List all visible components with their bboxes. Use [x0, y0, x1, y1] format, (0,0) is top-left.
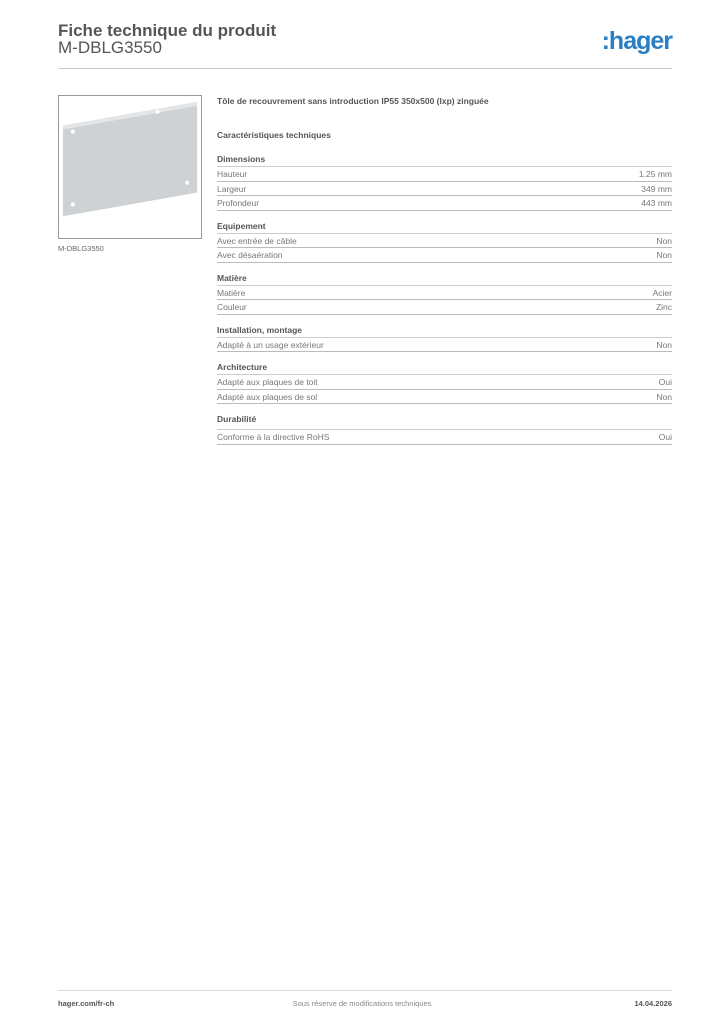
spec-row — [217, 390, 672, 405]
spec-label: Adapté à un usage extérieur — [217, 339, 324, 350]
spec-value: Zinc — [655, 302, 672, 312]
footer-disclaimer: Sous réserve de modifications techniques — [292, 999, 432, 1008]
footer-website-link[interactable]: hager.com/fr-ch — [58, 999, 115, 1008]
header-divider — [58, 68, 672, 69]
spec-value: Non — [656, 250, 672, 260]
spec-row — [217, 375, 672, 390]
spec-section — [217, 219, 672, 263]
spec-row — [217, 182, 672, 197]
section-title: Dimensions — [217, 152, 672, 167]
cover-plate-icon — [59, 96, 201, 238]
spec-section — [217, 360, 672, 404]
spec-value: Non — [656, 235, 672, 246]
spec-row — [217, 338, 672, 353]
spec-section — [217, 323, 672, 353]
spec-label: Couleur — [217, 302, 247, 312]
product-image — [58, 95, 202, 239]
spec-value: Non — [656, 391, 672, 402]
image-caption: M-DBLG3550 — [58, 244, 104, 253]
spec-label: Adapté aux plaques de sol — [217, 391, 318, 402]
section-title: Architecture — [217, 360, 672, 375]
spec-value: Oui — [658, 377, 672, 387]
spec-value: 349 mm — [641, 183, 672, 194]
page-title: Fiche technique du produit — [58, 21, 277, 40]
spec-row — [217, 286, 672, 301]
spec-label: Largeur — [217, 183, 247, 194]
footer-divider — [58, 990, 672, 991]
section-title: Durabilité — [217, 412, 672, 430]
spec-section — [217, 412, 672, 445]
spec-label: Conforme à la directive RoHS — [217, 432, 330, 442]
footer-date: 14.04.2026 — [634, 999, 672, 1008]
spec-row — [217, 234, 672, 249]
spec-label: Hauteur — [217, 169, 248, 179]
chars-title: Caractéristiques techniques — [217, 130, 331, 140]
spec-row — [217, 167, 672, 182]
spec-label: Matière — [217, 287, 246, 298]
product-code: M-DBLG3550 — [58, 38, 162, 57]
spec-label: Avec entrée de câble — [217, 235, 297, 246]
spec-label: Avec désaération — [217, 250, 283, 260]
spec-column — [217, 96, 672, 453]
spec-value: Oui — [658, 432, 672, 442]
product-description: Tôle de recouvrement sans introduction IP55 350x500 (lxp) zinguée — [217, 96, 489, 106]
spec-label: Profondeur — [217, 198, 260, 208]
spec-section — [217, 271, 672, 315]
spec-value: Non — [656, 339, 672, 350]
spec-row — [217, 196, 672, 211]
spec-row — [217, 430, 672, 445]
section-title: Equipement — [217, 219, 672, 234]
spec-label: Adapté aux plaques de toit — [217, 377, 318, 387]
hager-logo: :hager — [601, 27, 672, 55]
section-title: Installation, montage — [217, 323, 672, 338]
spec-row — [217, 248, 672, 263]
spec-value: 443 mm — [641, 198, 672, 208]
section-title: Matière — [217, 271, 672, 286]
spec-value: 1.25 mm — [638, 169, 672, 179]
spec-value: Acier — [652, 287, 672, 298]
spec-row — [217, 300, 672, 315]
spec-section — [217, 152, 672, 211]
